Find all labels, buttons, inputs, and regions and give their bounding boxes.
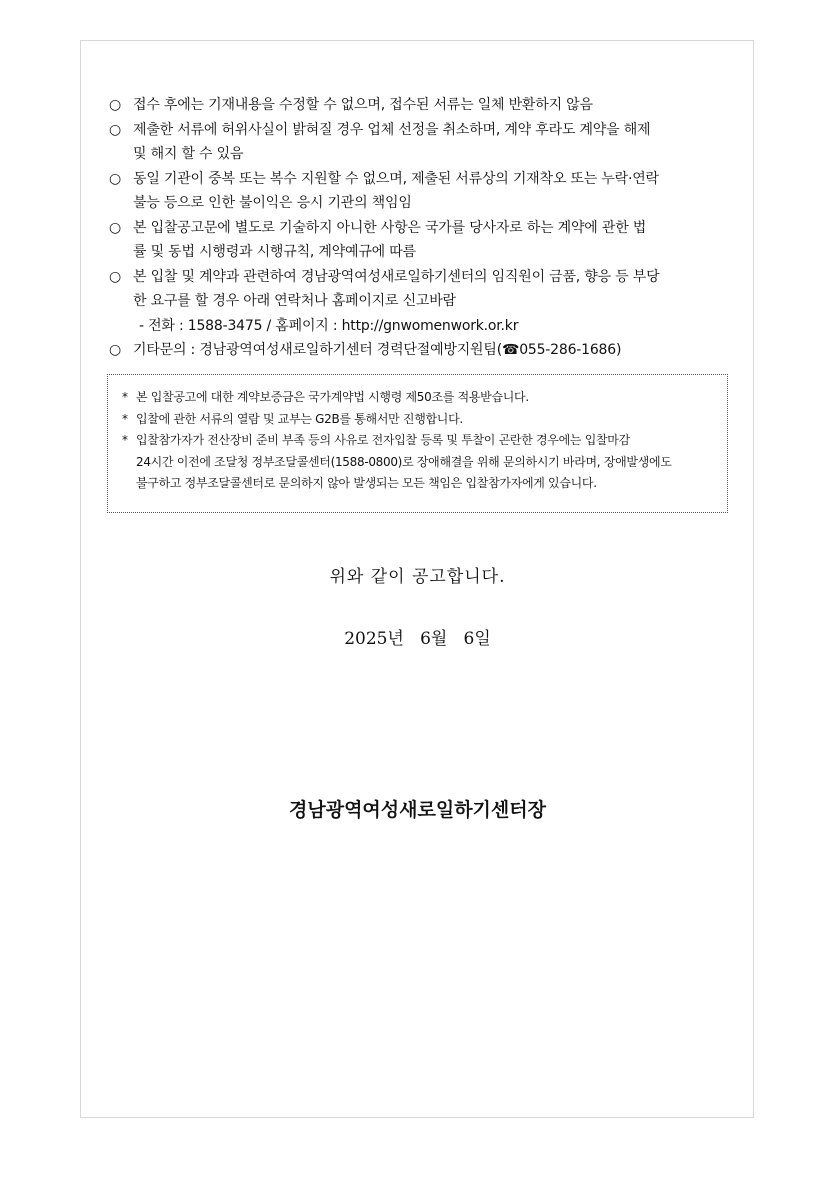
asterisk-icon: * xyxy=(122,411,128,426)
asterisk-icon: * xyxy=(122,433,128,447)
note-item xyxy=(122,409,719,431)
inquiry-item xyxy=(108,338,734,363)
note-text: 입찰참가자가 전산장비 준비 부족 등의 사유로 전자입찰 등록 및 투찰이 곤란한 경우에는 입찰마감 xyxy=(136,433,630,447)
notice-text: 한 요구를 할 경우 아래 연락처나 홈페이지로 신고바람 xyxy=(133,293,456,309)
notice-text: 접수 후에는 기재내용을 수정할 수 없으며, 접수된 서류는 일체 반환하지 않음 xyxy=(133,97,593,113)
notice-item xyxy=(108,118,734,167)
circle-bullet-icon: ○ xyxy=(109,342,122,358)
announcement-date: 2025년 6월 6일 xyxy=(344,629,491,649)
notice-text: 본 입찰공고문에 별도로 기술하지 아니한 사항은 국가를 당사자로 하는 계약에 관한 법 xyxy=(133,219,647,236)
issuer-signature: 경남광역여성새로일하기센터장 xyxy=(289,799,546,821)
contact-line: - 전화 : 1588-3475 / 홈페이지 : http://gnwomenwork.or.kr xyxy=(139,317,519,334)
notice-text: 본 입찰 및 계약과 관련하여 경남광역여성새로일하기센터의 임직원이 금품, 향응 등 부당 xyxy=(133,268,660,285)
notice-item xyxy=(108,216,734,265)
announcement-text: 위와 같이 공고합니다. xyxy=(329,567,506,587)
note-text: 입찰에 관한 서류의 열람 및 교부는 G2B를 통해서만 진행합니다. xyxy=(136,411,463,426)
notice-text: 동일 기관이 중복 또는 복수 지원할 수 없으며, 제출된 서류상의 기재착오 또는 누락·연락 xyxy=(133,170,659,187)
notice-item xyxy=(108,265,734,339)
notice-item xyxy=(108,167,734,216)
circle-bullet-icon: ○ xyxy=(109,121,122,138)
note-item xyxy=(122,387,719,409)
notice-text: 제출한 서류에 허위사실이 밝혀질 경우 업체 선정을 취소하며, 계약 후라도 계약을 해제 xyxy=(133,121,651,138)
notice-item xyxy=(108,93,734,118)
notice-text: 률 및 동법 시행령과 시행규칙, 계약예규에 따름 xyxy=(133,244,416,260)
notice-text: 및 해지 할 수 있음 xyxy=(133,146,244,162)
circle-bullet-icon: ○ xyxy=(109,97,122,113)
circle-bullet-icon: ○ xyxy=(109,268,122,285)
notes-box xyxy=(107,374,728,513)
note-text: 본 입찰공고에 대한 계약보증금은 국가계약법 시행령 제50조를 적용받습니다. xyxy=(136,390,529,404)
inquiry-text: 기타문의 : 경남광역여성새로일하기센터 경력단절예방지원팀(☎055-286-1686) xyxy=(133,342,622,358)
note-item xyxy=(122,430,719,495)
circle-bullet-icon: ○ xyxy=(109,170,122,187)
notice-text: 불능 등으로 인한 불이익은 응시 기관의 책임임 xyxy=(133,195,412,211)
note-text: 24시간 이전에 조달청 정부조달콜센터(1588-0800)로 장애해결을 위해 문의하시기 바라며, 장애발생에도 xyxy=(136,454,672,469)
notice-list xyxy=(108,93,734,363)
note-text: 불구하고 정부조달콜센터로 문의하지 않아 발생되는 모든 책임은 입찰참가자에게 있습니다. xyxy=(136,476,597,490)
circle-bullet-icon: ○ xyxy=(109,219,122,236)
asterisk-icon: * xyxy=(122,390,128,404)
